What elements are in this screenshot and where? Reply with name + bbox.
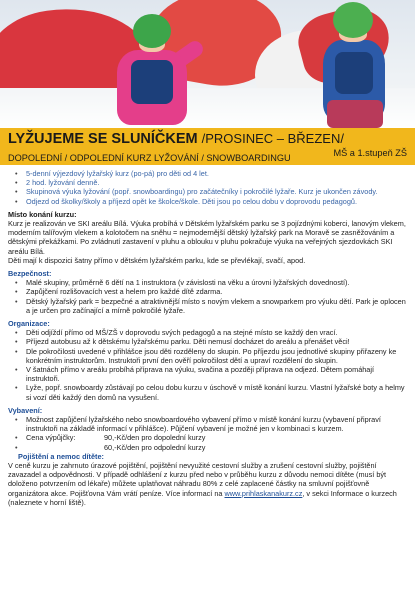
list-item: • Malé skupiny, průměrně 6 dětí na 1 instruktora (v závislosti na věku a úrovni lyžařských dovedností). [8, 278, 408, 287]
list-item: • 5-denní výjezdový lyžařský kurz (po-pá) pro děti od 4 let. [8, 169, 408, 178]
target-grade: MŠ a 1.stupeň ZŠ [333, 148, 407, 158]
list-item: • Odjezd od školky/školy a příjezd opět ke školce/škole. Děti jsou po celou dobu v doprovodu pedagogů. [8, 197, 408, 206]
list-item: • Děti odjíždí přímo od MŠ/ZŠ v doprovodu svých pedagogů a na stejné místo se každý den vrací. [8, 328, 408, 337]
location-title: Místo konání kurzu: [8, 209, 77, 219]
list-item: • Skupinová výuka lyžování (popř. snowboardingu) pro začátečníky i pokročilé lyžaře. Kurz je ukončen závody. [8, 187, 408, 196]
location-extra: Děti mají k dispozici šatny přímo v dětském lyžařském parku, kde se převlékají, svačí, apod. [8, 255, 306, 265]
price-label: • Cena výpůjčky: [26, 433, 76, 443]
title-banner [0, 128, 415, 165]
location-text: Kurz je realizován ve SKI areálu Bílá. Výuka probíhá v Dětském lyžařském parku se 3 pojízdnými koberci, lanovým vlekem, moderním talířovým vlekem a kolotočem na sněhu = nejmodernější dětský lyžařský park na Moravě se zasněžováním a dětskými překážkami. Po zvládnutí zastavení v pluhu a oblouku v pluhu pokračuje výuka na veřejných sjezdovkách SKI areálu Bílá. [8, 219, 406, 256]
child-skier-right [305, 0, 405, 128]
list-item: • Lyže, popř. snowboardy zůstávají po celou dobu kurzu v úschově v místě konání kurzu. Vlastní lyžařské boty a helmy si vozí děti každý den domů na vysušení. [8, 383, 408, 401]
price-row [8, 443, 408, 452]
price-afternoon: • 60,-Kč/den pro odpolední kurzy [104, 442, 206, 452]
list-item: • Zapůjčení rozlišovacích vest a helem pro každé dítě zdarma. [8, 287, 408, 296]
insurance-title: Pojištění a nemoc dítěte: [18, 451, 104, 461]
list-item: • Dětský lyžařský park = bezpečné a atraktivnější místo s novým vlekem a snowparkem pro výuku dětí. Park je oplocen a je určen pro začínající a mírně pokročilé lyžaře. [8, 297, 408, 315]
price-row [8, 433, 408, 442]
organization-title: Organizace: [8, 319, 50, 329]
equipment-title: Vybavení: [8, 405, 43, 415]
organization-list [8, 328, 408, 402]
registration-link[interactable]: www.prihlaskanakurz.cz [224, 488, 303, 498]
course-subtitle: DOPOLEDNÍ / ODPOLEDNÍ KURZ LYŽOVÁNÍ / SNOWBOARDINGU [8, 153, 291, 163]
list-item: • Dle pokročilosti uvedené v přihlášce jsou děti rozděleny do skupin. Po příjezdu jsou jednotlivé skupiny přiřazeny ke konkrétním instruktorům. Instruktoři první den ověří pokročilost dětí a upraví rozdělení do skupin. [8, 347, 408, 365]
safety-title: Bezpečnost: [8, 269, 52, 279]
season-period: /PROSINEC – BŘEZEN/ [201, 131, 344, 146]
document-body [8, 169, 408, 507]
intro-list [8, 169, 408, 206]
price-morning: 90,-Kč/den pro dopolední kurzy [104, 433, 206, 443]
page-title: LYŽUJEME SE SLUNÍČKEM /PROSINEC – BŘEZEN/ [8, 131, 344, 147]
header-photo [0, 0, 415, 128]
child-skier-left [95, 10, 205, 128]
list-item: • 2 hod. lyžování denně. [8, 178, 408, 187]
list-item: • Příjezd autobusu až k dětskému lyžařskému parku. Děti nemusí docházet do areálu a přenášet věci! [8, 337, 408, 346]
equipment-list [8, 415, 408, 433]
insurance-text: V ceně kurzu je zahrnuto úrazové pojištění, pojištění nevyužité cestovní služby a zrušení cestovní služby, pojištění zavazadel a odpovědnosti. V případě odhlášení z kurzu před nebo v průběhu kurzu z důvodu nemoci dítěte (musí být doloženo potvrzením od lékaře) můžete uplatňovat náhradu 80% z celé zaplacené částky na smluvní pojišťovně organizátora akce. Pojišťovna Vám vrátí peníze. Více informací na www.prihlaskanakurz.cz, v sekci Informace o kurzech (naleznete v horní liště). [8, 461, 397, 507]
list-item: • V šatnách přímo v areálu probíhá příprava na výuku, svačina a později příprava na odjezd. Dětem pomáhají instruktoři. [8, 365, 408, 383]
safety-list [8, 278, 408, 315]
list-item: • Možnost zapůjčení lyžařského nebo snowboardového vybavení přímo v místě konání kurzu (vybavení připraví instruktoři na základě informací v přihlášce). Půjčení vybavení je možné jen v kombinaci s kurzem. [8, 415, 408, 433]
